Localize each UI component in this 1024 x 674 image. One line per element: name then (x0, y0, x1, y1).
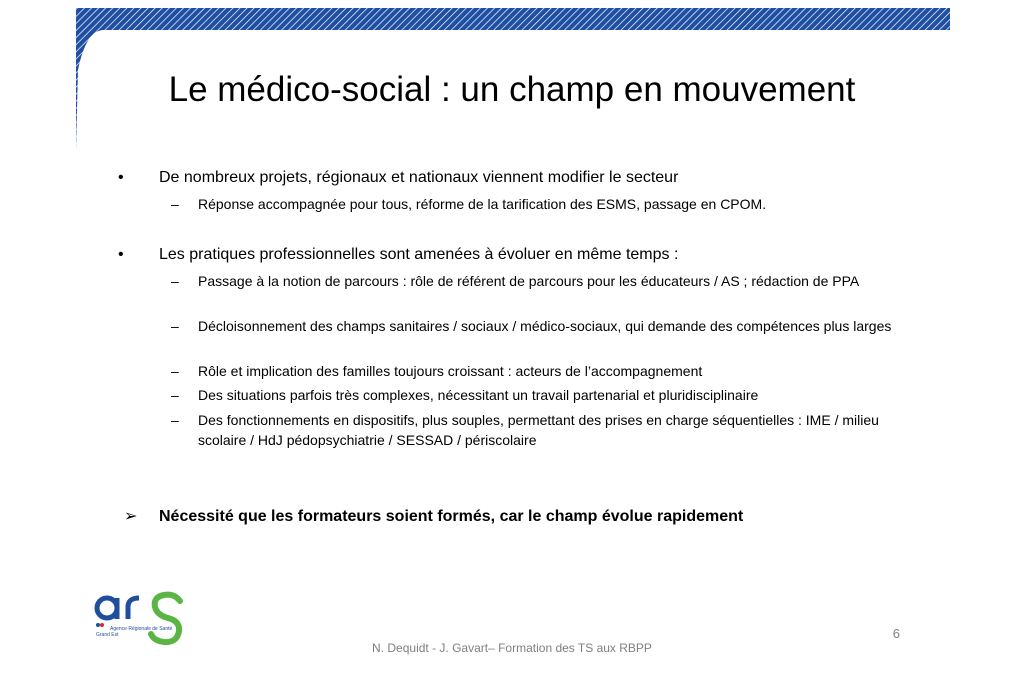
logo-agency-text: Agence Régionale de Santé (110, 626, 173, 632)
bullet-text: De nombreux projets, régionaux et nationaux viennent modifier le secteur (159, 169, 679, 186)
sub-bullet-text: Des situations parfois très complexes, nécessitant un travail partenarial et pluridisciplinaire (198, 387, 759, 403)
dash-marker: – (171, 412, 179, 428)
logo-region-text: Grand Est (96, 632, 119, 638)
dash-marker: – (171, 363, 179, 379)
logo-subtitle (96, 626, 172, 638)
sub-bullet-text: Décloisonnement des champs sanitaires / sociaux / médico-sociaux, qui demande des compétences plus larges (198, 318, 892, 334)
sub-bullet-text: Rôle et implication des familles toujours croissant : acteurs de l’accompagnement (198, 363, 703, 379)
sub-bullet-text: Réponse accompagnée pour tous, réforme de la tarification des ESMS, passage en CPOM. (198, 196, 767, 212)
conclusion-text: Nécessité que les formateurs soient formés, car le champ évolue rapidement (159, 508, 744, 525)
bullet-text: Les pratiques professionnelles sont amenées à évoluer en même temps : (159, 246, 679, 263)
dash-marker: – (171, 318, 179, 334)
dash-marker: – (171, 196, 179, 212)
slide-title: Le médico-social : un champ en mouvement (168, 70, 856, 109)
arrow-bullet-icon: ➢ (124, 508, 138, 525)
page-number: 6 (892, 626, 900, 641)
bullet-marker: • (118, 246, 124, 263)
sub-bullet-text: Passage à la notion de parcours : rôle de référent de parcours pour les éducateurs / AS ; rédaction de PPA (198, 273, 860, 289)
dash-marker: – (171, 387, 179, 403)
footer-text: N. Dequidt - J. Gavart– Formation des TS aux RBPP (372, 641, 652, 655)
sub-bullet-text: Des fonctionnements en dispositifs, plus souples, permettant des prises en charge séquentielles : IME / milieu scolaire / HdJ pédopsychiatrie / SESSAD / périscolaire (198, 412, 879, 448)
bullet-marker: • (118, 169, 124, 186)
dash-marker: – (171, 273, 179, 289)
